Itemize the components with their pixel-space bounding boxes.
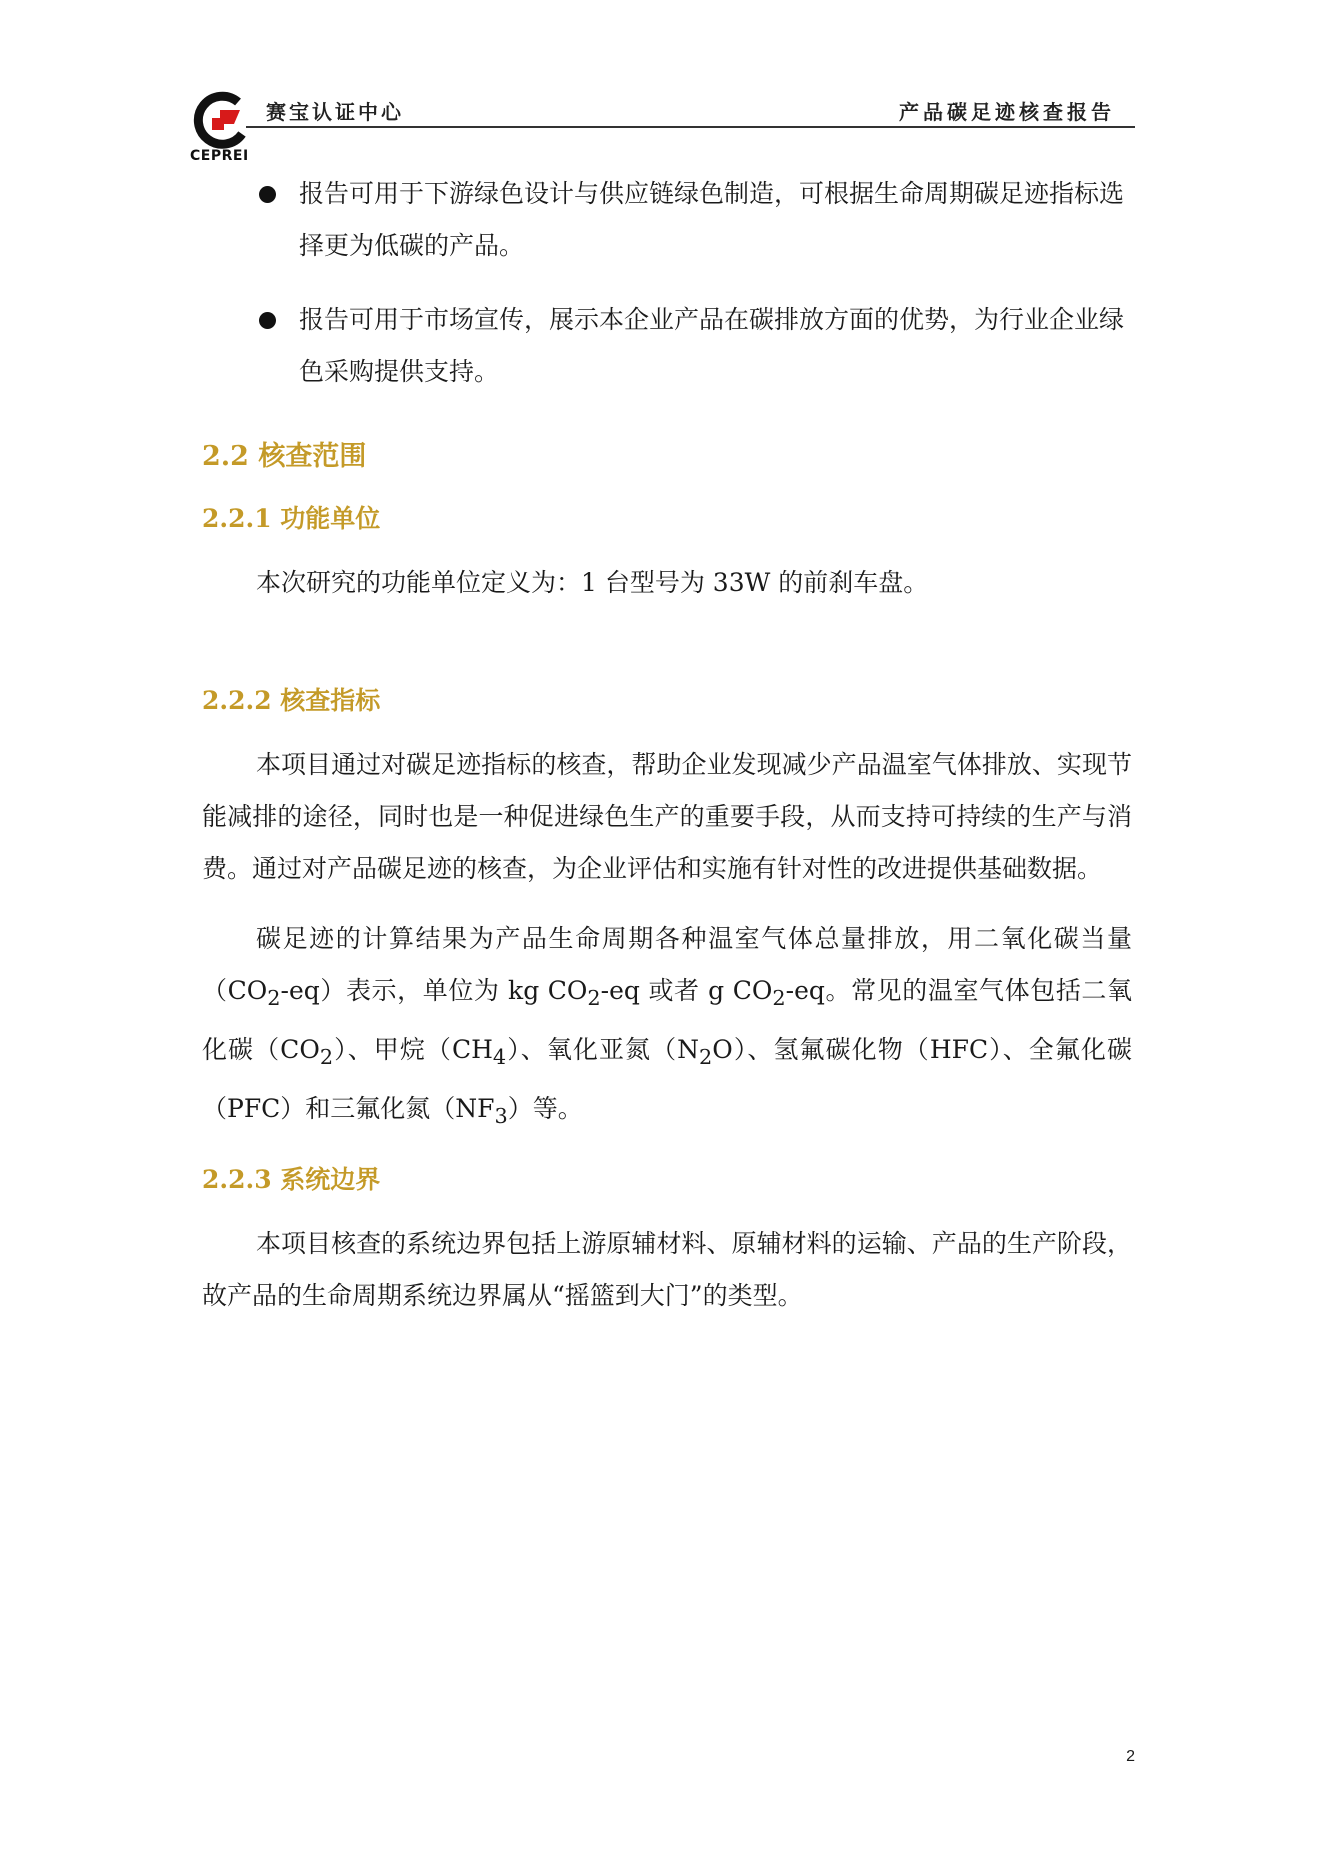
bullet-item <box>202 168 1132 272</box>
bullet-dot-icon <box>259 186 276 203</box>
system-boundary-paragraph: 本项目核查的系统边界包括上游原辅材料、原辅材料的运输、产品的生产阶段，故产品的生命周期系统边界属从“摇篮到大门”的类型。 <box>202 1229 1132 1310</box>
page-body <box>202 168 1132 1340</box>
section-heading-2-2: 2.2 核查范围 <box>202 441 367 472</box>
bullet-dot-icon <box>259 312 276 329</box>
page-number: 2 <box>1126 1748 1135 1765</box>
bullet-text: 报告可用于市场宣传，展示本企业产品在碳排放方面的优势，为行业企业绿色采购提供支持。 <box>299 305 1125 386</box>
header-rule <box>246 126 1135 128</box>
indicator-paragraph-2: 碳足迹的计算结果为产品生命周期各种温室气体总量排放，用二氧化碳当量$(CO_2-eq)$表示，单位为 kg $CO_2-eq$ 或者 g $CO_2-eq$。常见的温室气体包括二氧化碳$(CO_2)$、甲烷$(CH_4)$、氧化亚氮$(N_2O)$、氢氟碳化物（HFC）、全氟化碳（PFC）和三氟化氮$(NF_3)$等。 <box>202 924 1133 1128</box>
section-heading-2-2-2: 2.2.2 核查指标 <box>202 686 381 715</box>
functional-unit-paragraph: 本次研究的功能单位定义为：1 台型号为 33W 的前刹车盘。 <box>256 568 929 597</box>
section-heading-2-2-1: 2.2.1 功能单位 <box>202 504 381 533</box>
org-name: 赛宝认证中心 <box>266 100 404 124</box>
bullet-text: 报告可用于下游绿色设计与供应链绿色制造，可根据生命周期碳足迹指标选择更为低碳的产品。 <box>299 179 1125 260</box>
report-title: 产品碳足迹核查报告 <box>899 100 1115 124</box>
indicator-paragraph-1: 本项目通过对碳足迹指标的核查，帮助企业发现减少产品温室气体排放、实现节能减排的途径，同时也是一种促进绿色生产的重要手段，从而支持可持续的生产与消费。通过对产品碳足迹的核查，为企业评估和实施有针对性的改进提供基础数据。 <box>202 750 1132 883</box>
logo-caption: CEPREI <box>190 148 249 164</box>
section-heading-2-2-3: 2.2.3 系统边界 <box>202 1165 381 1194</box>
bullet-item <box>202 294 1132 398</box>
page-header <box>190 88 1135 168</box>
